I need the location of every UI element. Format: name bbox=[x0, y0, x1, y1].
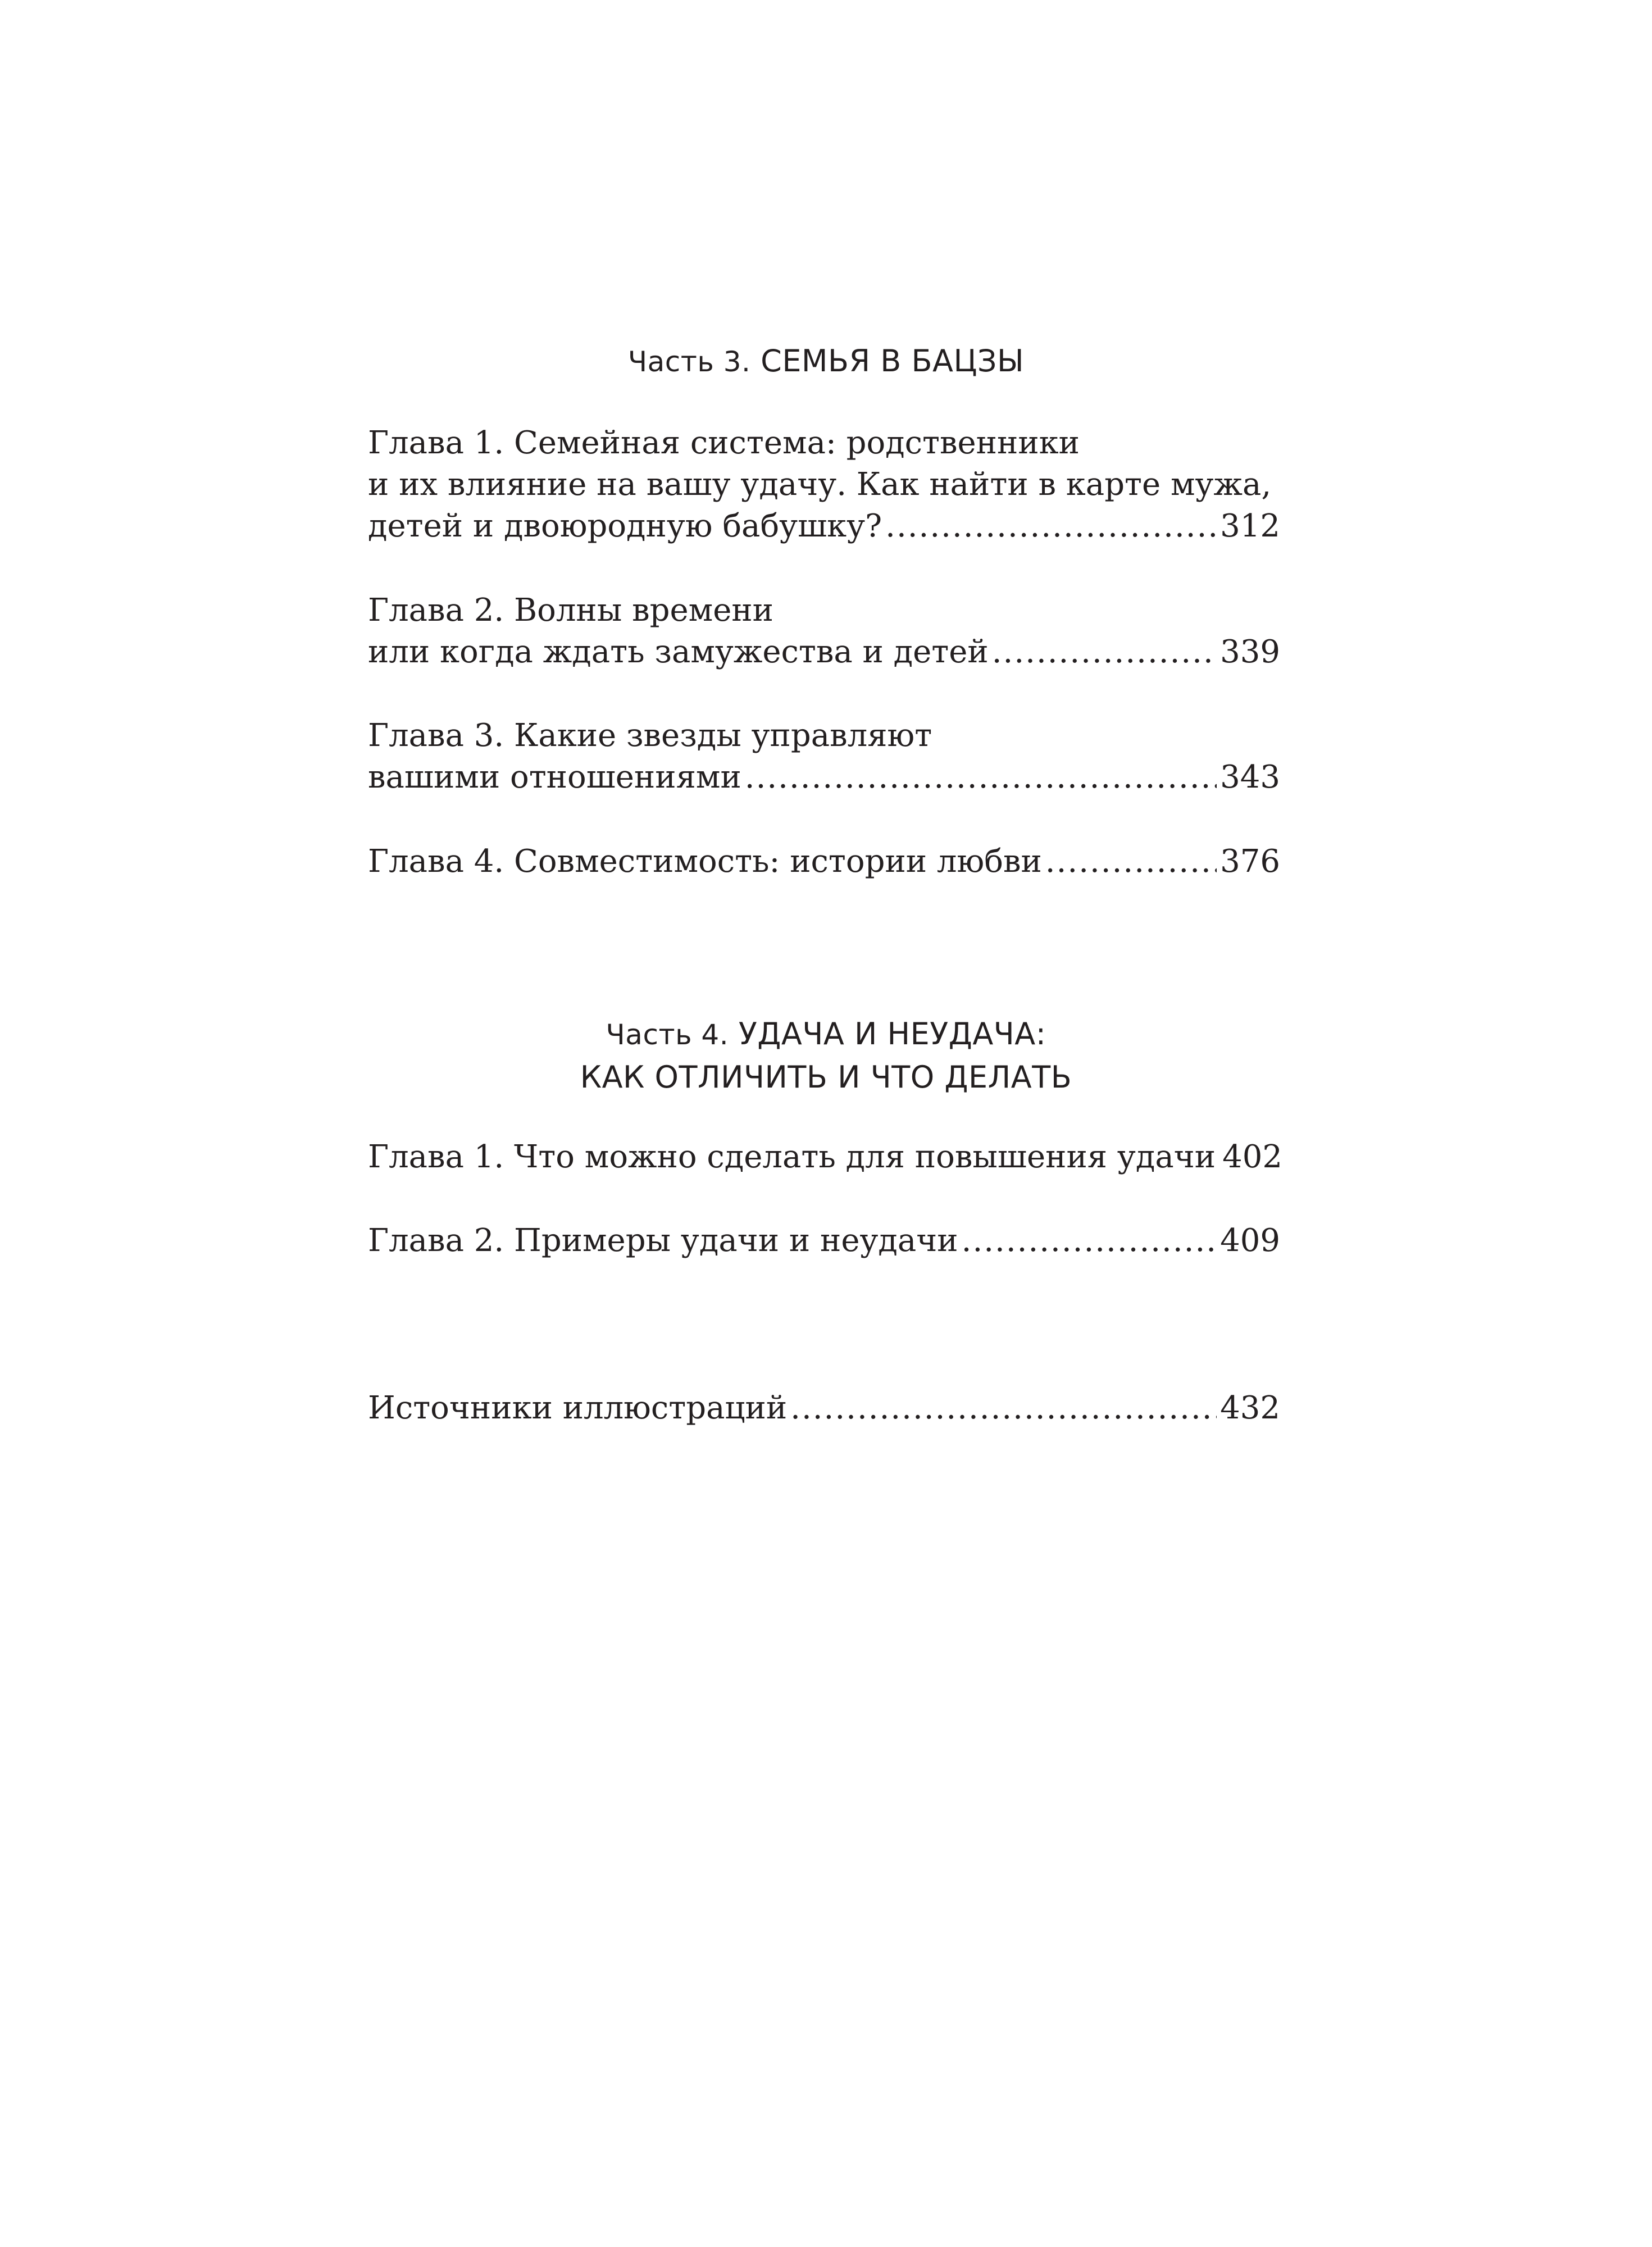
toc-entry-part3-chapter1[interactable] bbox=[368, 422, 1280, 547]
toc-entry-title-end: или когда ждать замужества и детей bbox=[368, 634, 989, 670]
part3-heading bbox=[0, 340, 1652, 383]
toc-entry-final-line bbox=[368, 1136, 1280, 1178]
page-number: 312 bbox=[1220, 508, 1280, 544]
part4-heading bbox=[0, 1013, 1652, 1099]
toc-entry-line: Глава 1. Семейная система: родственники bbox=[368, 425, 1080, 461]
toc-entry-final-line bbox=[368, 631, 1280, 673]
toc-entry-final-line bbox=[368, 1388, 1280, 1429]
page-number: 402 bbox=[1222, 1139, 1282, 1175]
page-number: 339 bbox=[1220, 634, 1280, 670]
toc-entry-title-end: детей и двоюродную бабушку? bbox=[368, 508, 882, 544]
dot-leader bbox=[962, 1220, 1217, 1262]
page-number: 376 bbox=[1220, 843, 1280, 880]
dot-leader bbox=[885, 506, 1217, 547]
toc-entry-final-line bbox=[368, 1220, 1280, 1262]
toc-entry-final-line bbox=[368, 841, 1280, 883]
toc-entry-line: Глава 2. Волны времени bbox=[368, 592, 773, 629]
toc-entry-illustration-sources[interactable] bbox=[368, 1388, 1280, 1429]
toc-entry-final-line bbox=[368, 506, 1280, 547]
toc-entry-title-end: вашими отношениями bbox=[368, 759, 741, 795]
page-number: 432 bbox=[1220, 1390, 1280, 1426]
toc-entry-title-end: Источники иллюстраций bbox=[368, 1390, 788, 1426]
part4-heading-line1 bbox=[0, 1013, 1652, 1056]
toc-entry-final-line bbox=[368, 757, 1280, 798]
toc-entry-line: и их влияние на вашу удачу. Как найти в карте мужа, bbox=[368, 466, 1272, 503]
part4-title-line1: УДАЧА И НЕУДАЧА: bbox=[738, 1016, 1046, 1052]
part3-label: Часть 3. bbox=[627, 345, 751, 378]
part4-title-line2: КАК ОТЛИЧИТЬ И ЧТО ДЕЛАТЬ bbox=[580, 1059, 1072, 1095]
toc-entry-title-end: Глава 4. Совместимость: истории любви bbox=[368, 843, 1042, 880]
toc-entry-part3-chapter4[interactable] bbox=[368, 841, 1280, 883]
toc-entry-line: Глава 3. Какие звезды управляют bbox=[368, 717, 932, 754]
part3-title: СЕМЬЯ В БАЦЗЫ bbox=[761, 343, 1025, 379]
part4-label: Часть 4. bbox=[606, 1018, 729, 1051]
toc-entry-part3-chapter3[interactable] bbox=[368, 715, 1280, 798]
toc-entry-title-end: Глава 2. Примеры удачи и неудачи bbox=[368, 1222, 958, 1259]
toc-entry-part4-chapter1[interactable] bbox=[368, 1136, 1280, 1178]
dot-leader bbox=[1045, 841, 1217, 883]
toc-entry-part3-chapter2[interactable] bbox=[368, 590, 1280, 673]
page-number: 343 bbox=[1220, 759, 1280, 795]
page-number: 409 bbox=[1220, 1222, 1280, 1259]
dot-leader bbox=[790, 1388, 1217, 1429]
toc-entry-title-end: Глава 1. Что можно сделать для повышения удачи bbox=[368, 1139, 1216, 1175]
dot-leader bbox=[992, 631, 1217, 673]
toc-entry-part4-chapter2[interactable] bbox=[368, 1220, 1280, 1262]
dot-leader bbox=[745, 757, 1217, 798]
